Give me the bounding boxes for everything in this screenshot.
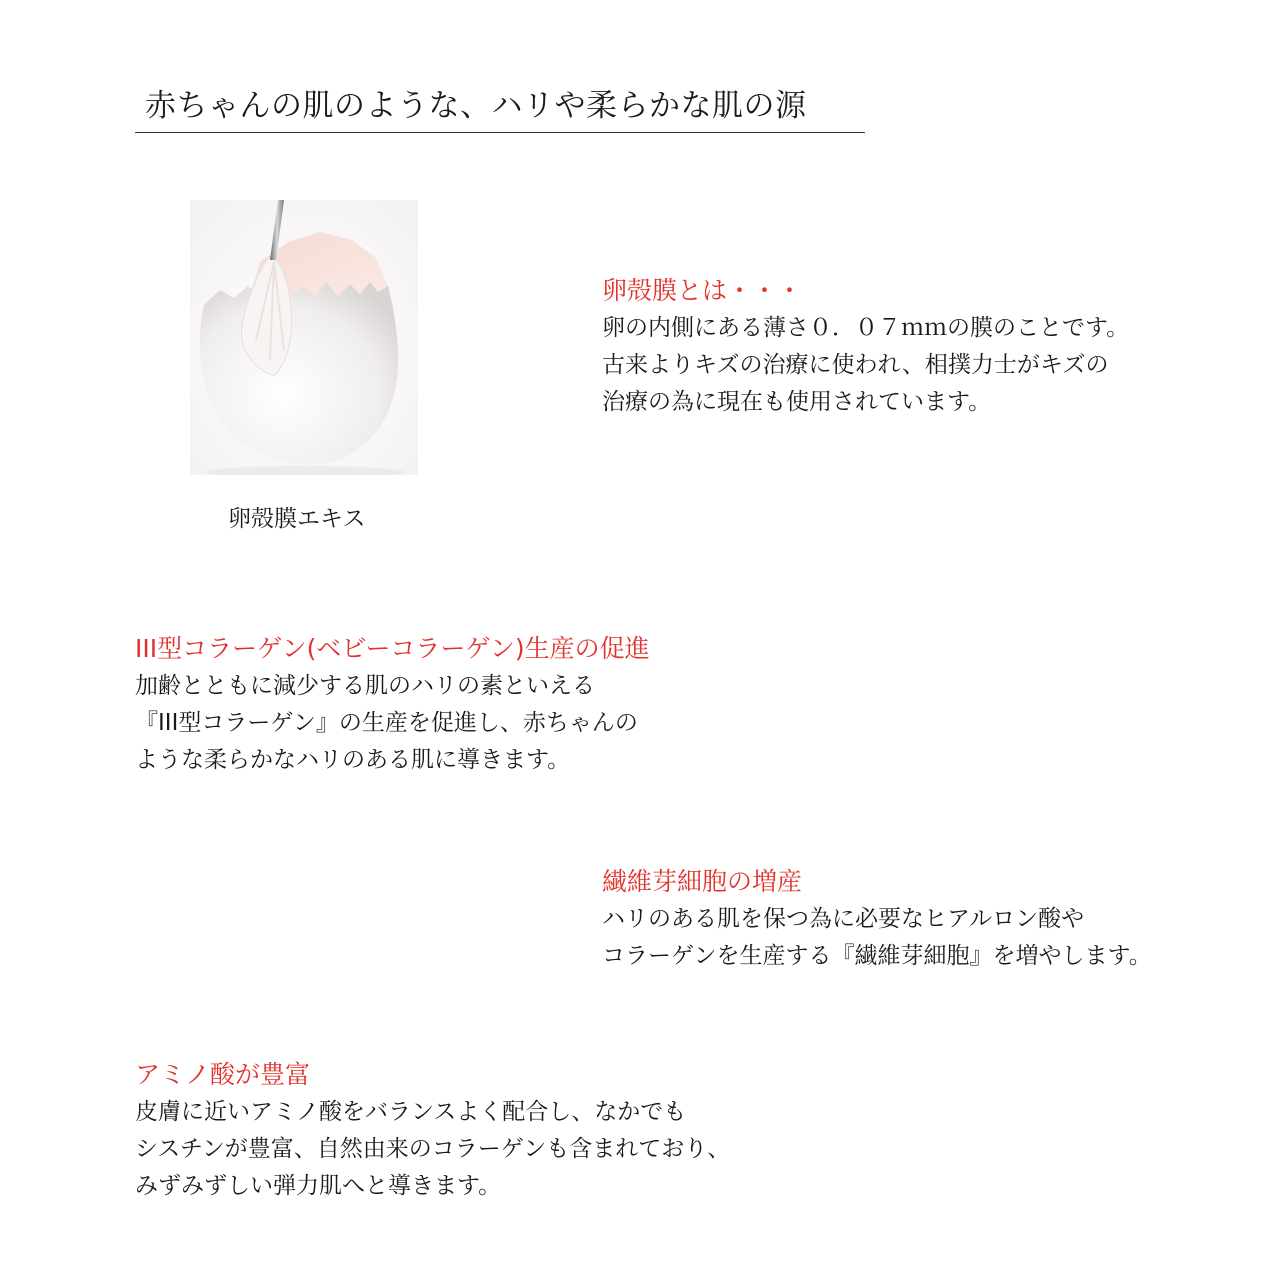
section-heading: アミノ酸が豊富 [135,1060,311,1089]
body-line: コラーゲンを生産する『繊維芽細胞』を増やします。 [602,943,1152,969]
egg-icon [190,200,418,475]
body-line: みずみずしい弾力肌へと導きます。 [135,1173,502,1199]
section-amino-acids [135,1056,730,1205]
body-line: 治療の為に現在も使用されています。 [602,389,992,415]
section-fibroblast [602,863,1152,975]
section-heading: 繊維芽細胞の増産 [602,867,803,896]
body-line: 加齢とともに減少する肌のハリの素といえる [135,673,595,699]
body-line: 『III型コラーゲン』の生産を促進し、赤ちゃんの [135,710,638,736]
body-line: 古来よりキズの治療に使われ、相撲力士がキズの [602,352,1109,378]
body-line: 卵の内側にある薄さ０．０７ｍｍの膜のことです。 [602,315,1130,341]
section-type3-collagen [135,630,650,779]
section-heading: III型コラーゲン(ベビーコラーゲン)生産の促進 [135,634,650,663]
page-title: 赤ちゃんの肌のような、ハリや柔らかな肌の源 [135,86,865,133]
section-eggshell-membrane [602,272,1129,421]
eggshell-membrane-image [190,200,418,475]
body-line: ような柔らかなハリのある肌に導きます。 [135,747,571,773]
image-caption: 卵殻膜エキス [228,506,366,532]
body-line: ハリのある肌を保つ為に必要なヒアルロン酸や [602,906,1085,932]
section-heading: 卵殻膜とは・・・ [602,276,803,305]
body-line: 皮膚に近いアミノ酸をバランスよく配合し、なかでも [135,1099,687,1125]
body-line: シスチンが豊富、自然由来のコラーゲンも含まれており、 [135,1136,731,1162]
